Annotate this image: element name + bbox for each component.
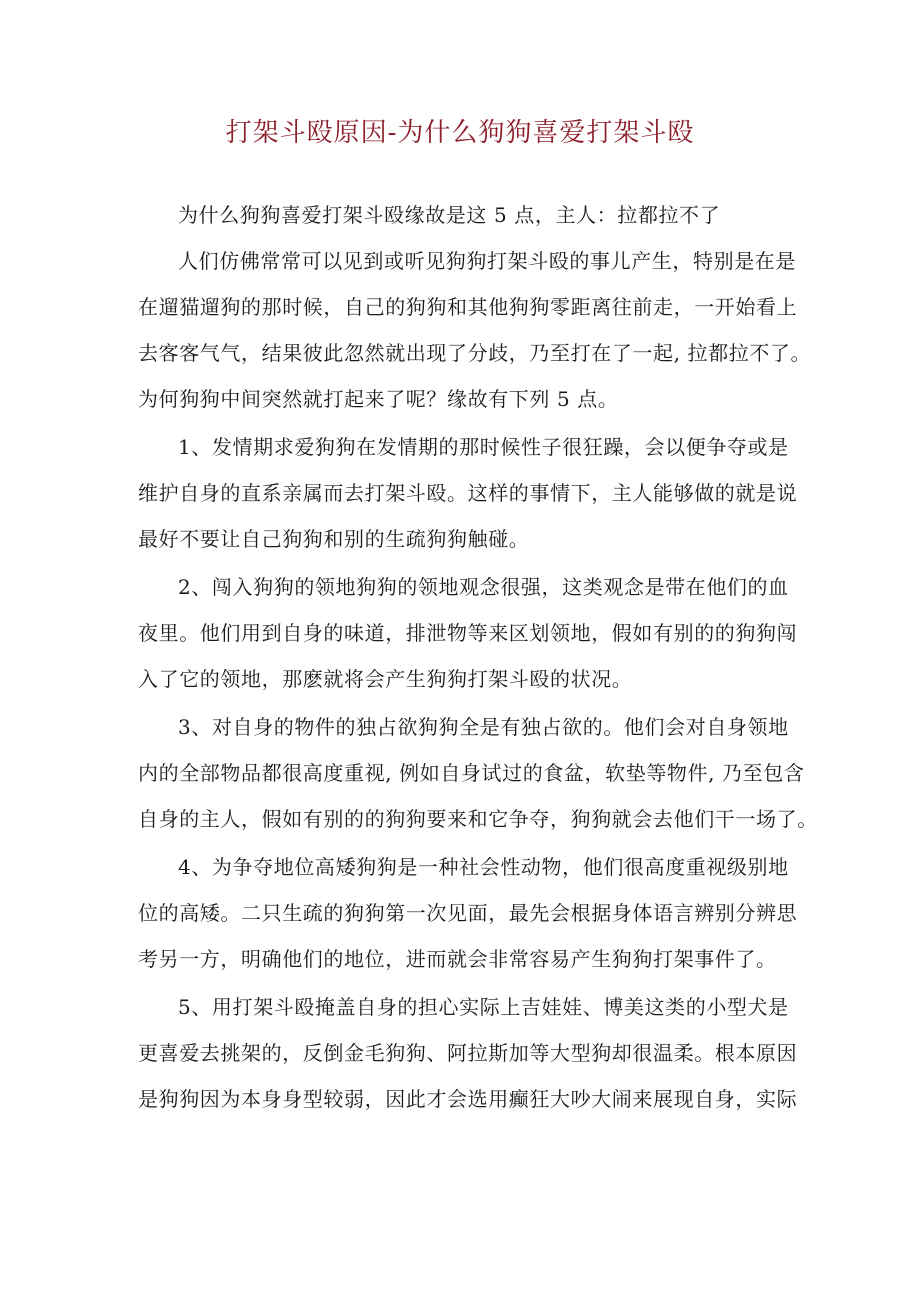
text-line: 位的高矮。二只生疏的狗狗第一次见面，最先会根据身体语言辨别分辨思 [138,901,798,925]
paragraph-reason-2 [138,564,798,702]
text-line: 去客客气气，结果彼此忽然就出现了分歧，乃至打在了一起, 拉都拉不了。 [138,341,812,365]
text-line: 考另一方，明确他们的地位，进而就会非常容易产生狗狗打架事件了。 [138,947,777,971]
document-title: 打架斗殴原因-为什么狗狗喜爱打架斗殴 [225,118,695,148]
subtitle-line: 为什么狗狗喜爱打架斗殴缘故是这 5 点，主人：拉都拉不了 [178,203,721,227]
text-line: 最好不要让自己狗狗和别的生疏狗狗触碰。 [138,527,530,551]
text-line: 1、发情期求爱狗狗在发情期的那时候性子很狂躁，会以便争夺或是 [178,435,789,459]
text-line: 人们仿佛常常可以见到或听见狗狗打架斗殴的事儿产生，特别是在是 [178,249,796,273]
paragraph-reason-4 [138,844,798,982]
text-line: 为何狗狗中间突然就打起来了呢？缘故有下列 5 点。 [138,387,619,411]
text-line: 在遛猫遛狗的那时候，自己的狗狗和其他狗狗零距离往前走，一开始看上 [138,295,798,319]
text-line: 入了它的领地，那麽就将会产生狗狗打架斗殴的状况。 [138,667,633,691]
paragraph-reason-5 [138,984,798,1122]
text-line: 3、对自身的物件的独占欲狗狗全是有独占欲的。他们会对自身领地 [178,715,789,739]
text-line: 4、为争夺地位高矮狗狗是一种社会性动物，他们很高度重视级别地 [178,855,789,879]
document-body [138,192,818,1122]
text-line: 自身的主人，假如有别的的狗狗要来和它争夺，狗狗就会去他们干一场了。 [138,807,818,831]
text-line: 内的全部物品都很高度重视, 例如自身试过的食盆，软垫等物件, 乃至包含 [138,761,805,785]
text-line: 2、闯入狗狗的领地狗狗的领地观念很强，这类观念是带在他们的血 [178,575,789,599]
paragraph-reason-1 [138,424,798,562]
text-line: 更喜爱去挑架的，反倒金毛狗狗、阿拉斯加等大型狗却很温柔。根本原因 [138,1041,798,1065]
text-line: 维护自身的直系亲属而去打架斗殴。这样的事情下，主人能够做的就是说 [138,481,798,505]
text-line: 夜里。他们用到自身的味道，排泄物等来区划领地，假如有别的的狗狗闯 [138,621,798,645]
paragraph-intro [138,238,812,422]
text-line: 是狗狗因为本身身型较弱，因此才会选用癫狂大吵大闹来展现自身，实际 [138,1087,798,1111]
paragraph-reason-3 [138,704,818,842]
text-line: 5、用打架斗殴掩盖自身的担心实际上吉娃娃、博美这类的小型犬是 [178,995,789,1019]
